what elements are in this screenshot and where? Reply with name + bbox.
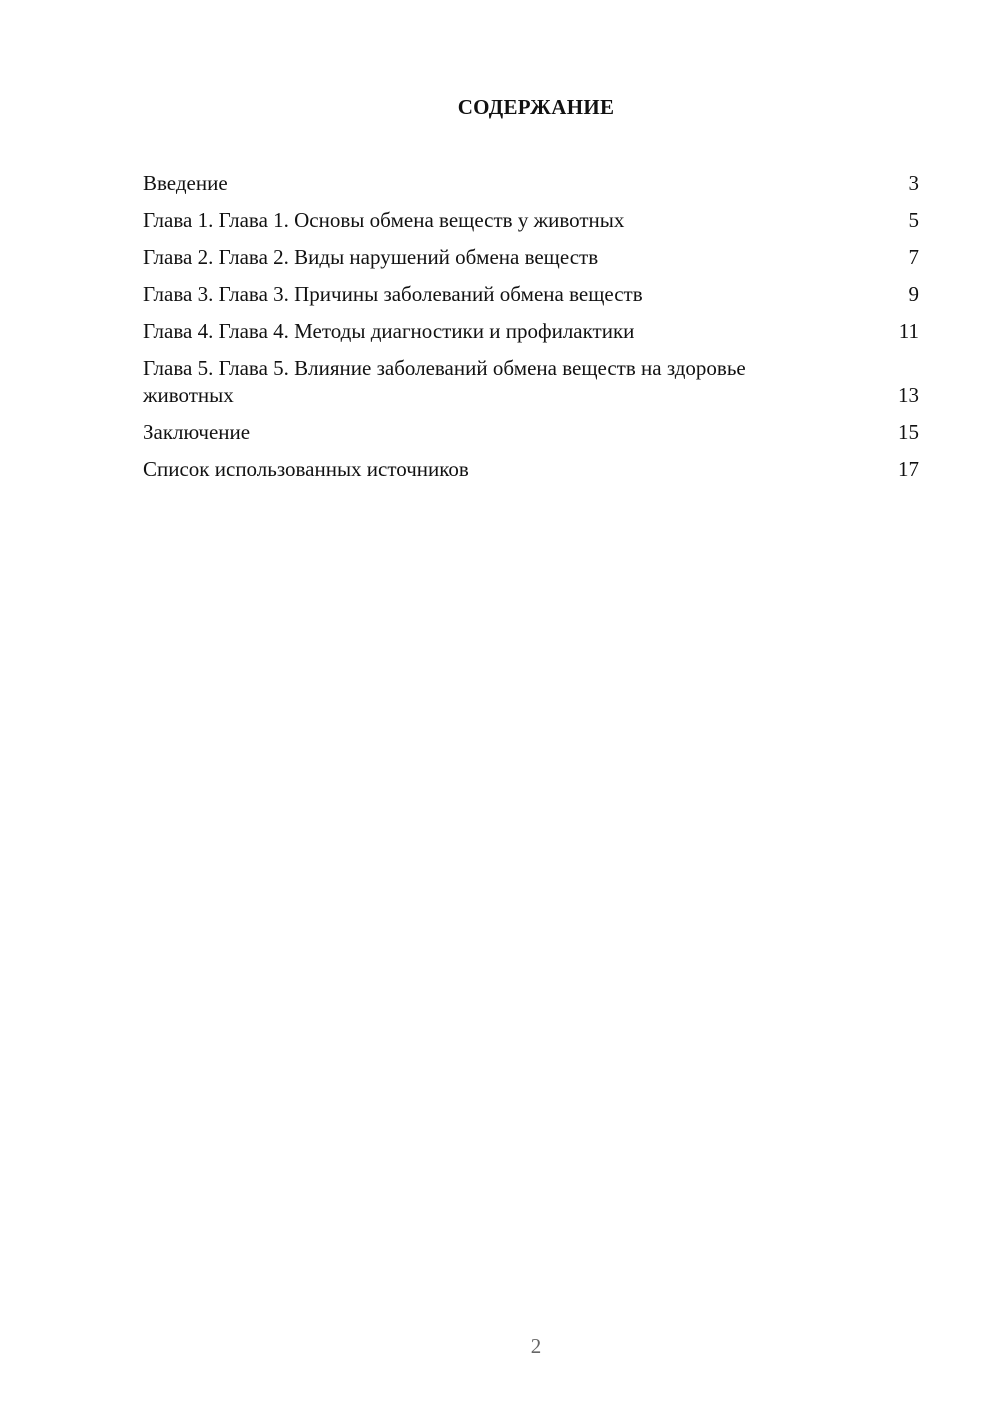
toc-entry-label: Список использованных источников (143, 457, 469, 481)
toc-entry[interactable] (143, 355, 919, 409)
toc-entry[interactable] (143, 419, 919, 446)
table-of-contents (143, 170, 919, 493)
toc-entry[interactable] (143, 456, 919, 483)
toc-entry-page: 7 (908, 245, 919, 269)
toc-entry-label: Глава 5. Глава 5. Влияние заболеваний обмена веществ на здоровье животных (143, 356, 746, 407)
toc-entry-page: 13 (898, 383, 919, 407)
page-number: 2 (530, 1334, 542, 1358)
toc-entry-page: 5 (908, 208, 919, 232)
toc-entry[interactable] (143, 207, 919, 234)
toc-entry-label: Введение (143, 171, 228, 195)
toc-entry-page: 3 (908, 171, 919, 195)
toc-entry[interactable] (143, 318, 919, 345)
toc-entry-label: Глава 4. Глава 4. Методы диагностики и профилактики (143, 319, 635, 343)
toc-entry-label: Глава 1. Глава 1. Основы обмена веществ у животных (143, 208, 625, 232)
page-title: СОДЕРЖАНИЕ (457, 95, 615, 119)
toc-entry[interactable] (143, 170, 919, 197)
toc-entry[interactable] (143, 281, 919, 308)
toc-entry-label: Заключение (143, 420, 251, 444)
toc-entry-page: 15 (898, 420, 919, 444)
toc-entry-page: 9 (908, 282, 919, 306)
toc-entry-page: 17 (898, 457, 919, 481)
toc-entry-label: Глава 3. Глава 3. Причины заболеваний обмена веществ (143, 282, 643, 306)
toc-entry-label: Глава 2. Глава 2. Виды нарушений обмена веществ (143, 245, 599, 269)
toc-entry[interactable] (143, 244, 919, 271)
toc-entry-page: 11 (898, 319, 919, 343)
